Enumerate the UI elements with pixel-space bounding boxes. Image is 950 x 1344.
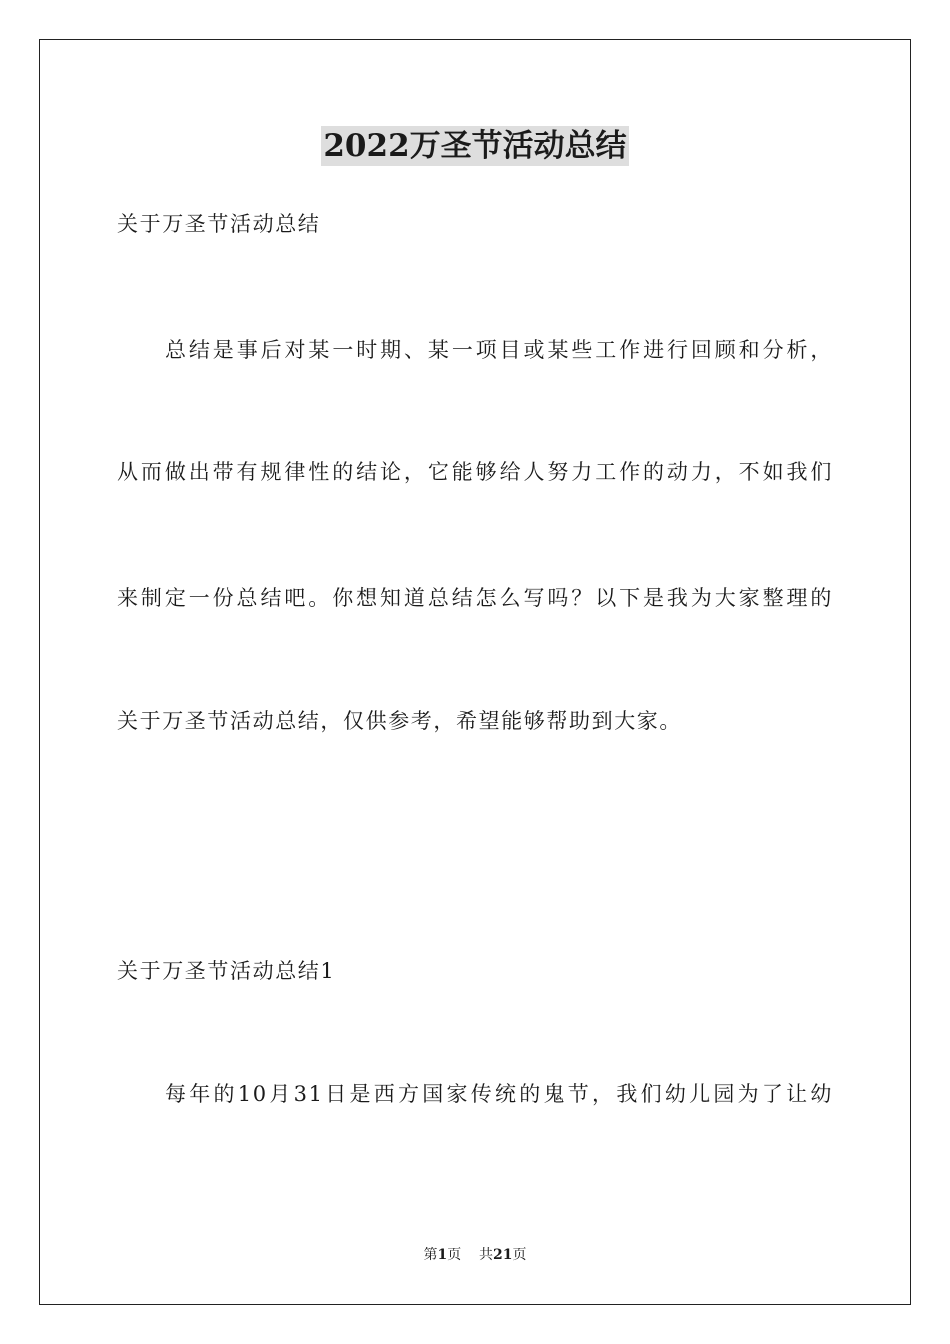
document-title: 2022万圣节活动总结: [323, 128, 627, 164]
footer-total-pages: 21: [493, 1247, 513, 1263]
paragraph-line-4: 关于万圣节活动总结，仅供参考，希望能够帮助到大家。: [117, 709, 682, 733]
title-container: [0, 126, 950, 166]
page-footer: [0, 1245, 950, 1265]
paragraph-line-3: 来制定一份总结吧。你想知道总结怎么写吗？以下是我为大家整理的: [117, 586, 833, 610]
subtitle-line: 关于万圣节活动总结: [117, 212, 321, 236]
paragraph-line-2: 从而做出带有规律性的结论，它能够给人努力工作的动力，不如我们: [117, 460, 833, 484]
footer-page-number: 1: [437, 1247, 448, 1263]
footer-total-suffix: 页: [512, 1247, 527, 1263]
section-paragraph-line-1: 每年的10月31日是西方国家传统的鬼节，我们幼儿园为了让幼: [165, 1082, 833, 1106]
paragraph-line-1: 总结是事后对某一时期、某一项目或某些工作进行回顾和分析，: [165, 338, 833, 362]
footer-total-prefix: 共: [479, 1247, 494, 1263]
footer-page-prefix: 第: [423, 1247, 438, 1263]
section-heading: 关于万圣节活动总结1: [117, 959, 336, 983]
footer-page-suffix: 页: [447, 1247, 462, 1263]
